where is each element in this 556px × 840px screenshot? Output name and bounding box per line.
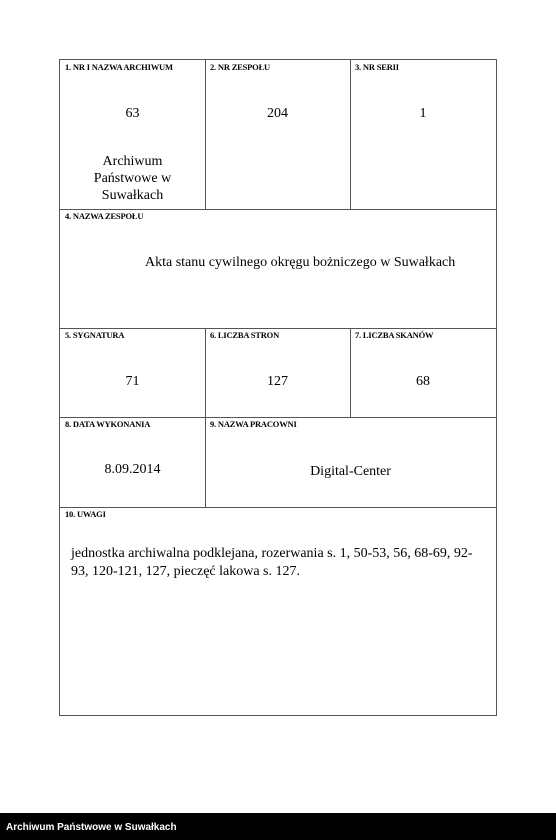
date-value: 8.09.2014	[104, 462, 161, 477]
date-cell	[60, 417, 205, 507]
studio-cell	[205, 417, 496, 507]
scan-count-label: 7. LICZBA SKANÓW	[355, 330, 434, 340]
fond-name-cell	[60, 209, 496, 328]
archive-cell	[60, 60, 205, 209]
studio-label: 9. NAZWA PRACOWNI	[210, 419, 297, 429]
scan-count-value: 68	[416, 374, 430, 389]
page-count-label: 6. LICZBA STRON	[210, 330, 280, 340]
metadata-form	[59, 59, 497, 716]
footer-text: Archiwum Państwowe w Suwałkach	[6, 822, 177, 833]
studio-value: Digital-Center	[310, 464, 391, 479]
notes-cell	[60, 507, 496, 715]
archive-label: 1. NR I NAZWA ARCHIWUM	[65, 62, 173, 72]
fond-number-cell	[205, 60, 350, 209]
series-number-label: 3. NR SERII	[355, 62, 399, 72]
page-count-cell	[205, 328, 350, 417]
date-label: 8. DATA WYKONANIA	[65, 419, 151, 429]
series-number-cell	[350, 60, 496, 209]
archive-number: 63	[125, 106, 140, 121]
fond-number-value: 204	[267, 106, 288, 121]
signature-label: 5. SYGNATURA	[65, 330, 125, 340]
archive-name: Archiwum Państwowe w Suwałkach	[93, 154, 172, 203]
footer-bar	[0, 813, 556, 840]
fond-name-value: Akta stanu cywilnego okręgu bożniczego w Suwałkach	[145, 255, 456, 270]
series-number-value: 1	[419, 106, 427, 121]
fond-number-label: 2. NR ZESPOŁU	[210, 62, 270, 72]
notes-value: jednostka archiwalna podklejana, rozerwania s. 1, 50-53, 56, 68-69, 92-93, 120-121, 127, pieczęć lakowa s. 127.	[71, 546, 473, 579]
scan-count-cell	[350, 328, 496, 417]
signature-cell	[60, 328, 205, 417]
signature-value: 71	[125, 374, 140, 389]
fond-name-label: 4. NAZWA ZESPOŁU	[65, 211, 144, 221]
page-count-value: 127	[267, 374, 288, 389]
notes-label: 10. UWAGI	[65, 509, 106, 519]
